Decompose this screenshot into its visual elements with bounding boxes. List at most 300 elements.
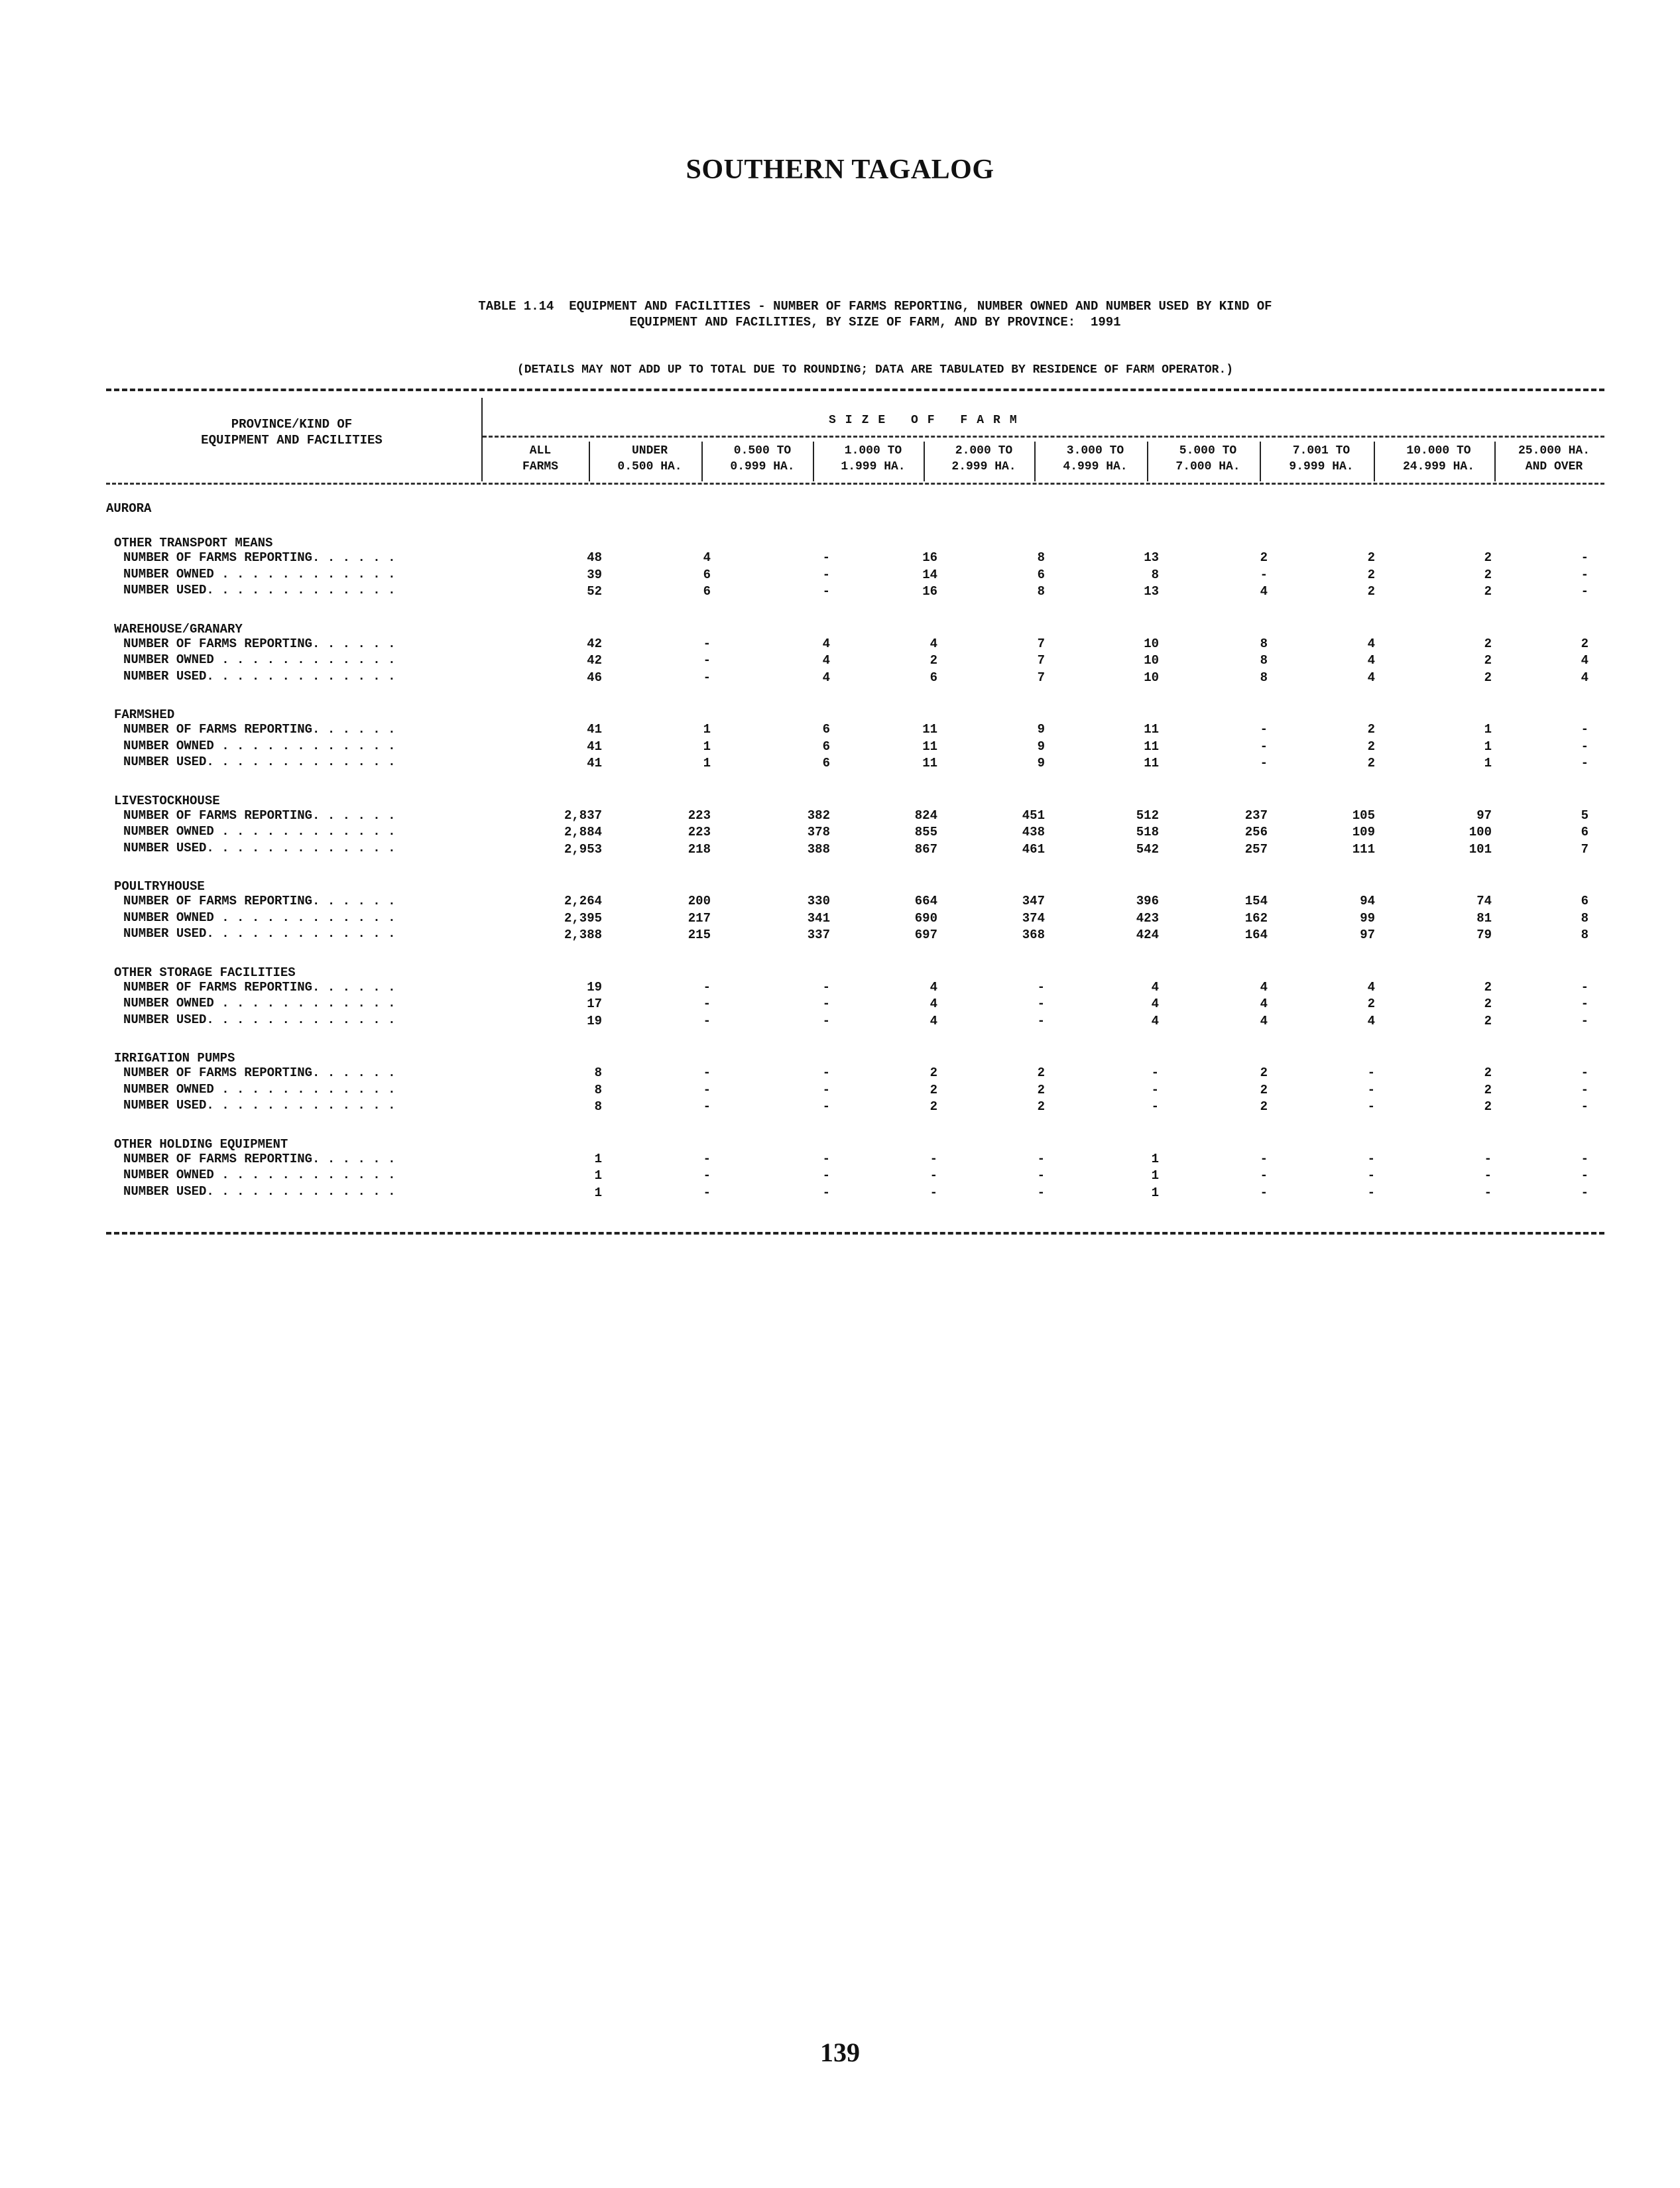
table-cell: 6 bbox=[1037, 567, 1045, 582]
stub-header bbox=[113, 416, 471, 448]
table-cell: - bbox=[1581, 997, 1589, 1011]
table-cell: 13 bbox=[1144, 584, 1159, 599]
column-header-line: 0.500 HA. bbox=[617, 460, 682, 473]
column-header-line: ALL bbox=[529, 444, 552, 457]
table-cell: 1 bbox=[1484, 722, 1492, 737]
table-cell: - bbox=[703, 979, 711, 995]
row-label: NUMBER OF FARMS REPORTING. . . . . . bbox=[123, 894, 396, 908]
column-header bbox=[595, 443, 704, 475]
group-title: POULTRYHOUSE bbox=[114, 879, 205, 894]
table-cell: - bbox=[1260, 1151, 1268, 1166]
table-cell: 2,264 bbox=[564, 894, 602, 908]
table-cell: 512 bbox=[1136, 808, 1159, 823]
table-cell: 2 bbox=[930, 1065, 937, 1080]
column-header-line: 1.999 HA. bbox=[841, 460, 906, 473]
table-cell: 8 bbox=[594, 1065, 602, 1080]
table-cell: - bbox=[822, 550, 830, 565]
table-cell: 855 bbox=[914, 825, 937, 839]
table-cell: 378 bbox=[807, 825, 830, 839]
stub-column-divider bbox=[481, 398, 483, 481]
table-cell: 4 bbox=[1367, 1013, 1375, 1028]
table-cell: 2 bbox=[1037, 1082, 1045, 1097]
table-cell: - bbox=[1037, 997, 1045, 1011]
table-cell: 664 bbox=[914, 894, 937, 908]
table-cell: 97 bbox=[1476, 808, 1492, 823]
table-cell: - bbox=[1581, 1065, 1589, 1080]
table-cell: - bbox=[1484, 1151, 1492, 1166]
table-cell: 11 bbox=[922, 756, 937, 770]
table-cell: 19 bbox=[587, 1013, 602, 1028]
table-cell: 4 bbox=[1367, 670, 1375, 685]
column-header-line: 4.999 HA. bbox=[1063, 460, 1128, 473]
table-cell: 162 bbox=[1244, 910, 1268, 926]
table-cell: 2 bbox=[1367, 567, 1375, 582]
table-cell: 4 bbox=[1260, 1013, 1268, 1028]
table-cell: 13 bbox=[1144, 550, 1159, 565]
column-header-line: 5.000 TO bbox=[1179, 444, 1237, 457]
table-cell: 11 bbox=[1144, 739, 1159, 754]
table-cell: 8 bbox=[1581, 928, 1589, 942]
table-cell: 1 bbox=[1151, 1151, 1159, 1166]
table-cell: 42 bbox=[587, 636, 602, 651]
table-cell: - bbox=[1037, 1151, 1045, 1166]
column-header bbox=[1266, 443, 1376, 475]
table-cell: 2 bbox=[1260, 1065, 1268, 1080]
column-header-line: 25.000 HA. bbox=[1518, 444, 1590, 457]
table-cell: 824 bbox=[914, 808, 937, 823]
table-cell: - bbox=[1484, 1168, 1492, 1183]
table-cell: 16 bbox=[922, 584, 937, 599]
table-cell: - bbox=[703, 1065, 711, 1080]
row-label: NUMBER OF FARMS REPORTING. . . . . . bbox=[123, 722, 396, 737]
table-cell: - bbox=[822, 1168, 830, 1183]
table-cell: 218 bbox=[688, 841, 711, 857]
column-header-line: FARMS bbox=[522, 460, 558, 473]
table-cell: - bbox=[1260, 1185, 1268, 1200]
column-header-line: 24.999 HA. bbox=[1402, 460, 1475, 473]
table-cell: 697 bbox=[914, 928, 937, 942]
table-cell: - bbox=[703, 1168, 711, 1183]
table-cell: 2 bbox=[1367, 722, 1375, 737]
table-cell: 4 bbox=[1151, 979, 1159, 995]
table-cell: 1 bbox=[594, 1151, 602, 1166]
table-cell: 8 bbox=[1151, 567, 1159, 582]
column-header-line: 1.000 TO bbox=[844, 444, 902, 457]
table-cell: - bbox=[930, 1151, 937, 1166]
column-header bbox=[1501, 443, 1607, 475]
table-cell: 215 bbox=[688, 928, 711, 942]
group-title: OTHER TRANSPORT MEANS bbox=[114, 536, 273, 550]
table-cell: - bbox=[1260, 567, 1268, 582]
table-cell: 19 bbox=[587, 979, 602, 995]
table-cell: 6 bbox=[703, 584, 711, 599]
column-header bbox=[1041, 443, 1150, 475]
table-cell: 2 bbox=[1367, 550, 1375, 565]
column-header-line: 10.000 TO bbox=[1406, 444, 1471, 457]
table-cell: 1 bbox=[1484, 739, 1492, 754]
table-cell: - bbox=[1581, 1168, 1589, 1183]
row-label: NUMBER USED. . . . . . . . . . . . . bbox=[123, 668, 396, 684]
table-cell: - bbox=[1367, 1185, 1375, 1200]
row-label: NUMBER OF FARMS REPORTING. . . . . . bbox=[123, 1065, 396, 1080]
column-header bbox=[930, 443, 1038, 475]
table-cell: 223 bbox=[688, 825, 711, 839]
row-label: NUMBER USED. . . . . . . . . . . . . bbox=[123, 583, 396, 597]
table-cell: 16 bbox=[922, 550, 937, 565]
table-cell: 867 bbox=[914, 841, 937, 857]
table-cell: 424 bbox=[1136, 928, 1159, 942]
table-cell: 6 bbox=[822, 756, 830, 770]
table-cell: 2 bbox=[1484, 550, 1492, 565]
table-cell: 438 bbox=[1022, 825, 1045, 839]
group-title: WAREHOUSE/GRANARY bbox=[114, 621, 243, 637]
table-cell: - bbox=[822, 1151, 830, 1166]
group-title: OTHER HOLDING EQUIPMENT bbox=[114, 1136, 288, 1152]
table-cell: - bbox=[703, 653, 711, 668]
row-label: NUMBER OWNED . . . . . . . . . . . . bbox=[123, 824, 396, 839]
table-cell: 4 bbox=[1367, 653, 1375, 668]
table-cell: 4 bbox=[930, 997, 937, 1011]
table-cell: 256 bbox=[1244, 825, 1268, 839]
table-cell: 9 bbox=[1037, 739, 1045, 754]
table-cell: 2 bbox=[1484, 653, 1492, 668]
table-cell: 2 bbox=[1367, 997, 1375, 1011]
table-cell: 2 bbox=[1484, 997, 1492, 1011]
table-cell: 1 bbox=[703, 739, 711, 754]
table-cell: 4 bbox=[1581, 670, 1589, 685]
table-cell: 41 bbox=[587, 739, 602, 754]
table-cell: 2 bbox=[1260, 1099, 1268, 1114]
table-cell: 97 bbox=[1360, 928, 1375, 942]
group-title: IRRIGATION PUMPS bbox=[114, 1051, 235, 1065]
table-cell: 6 bbox=[930, 670, 937, 685]
table-cell: 330 bbox=[807, 894, 830, 908]
table-cell: 8 bbox=[594, 1099, 602, 1114]
table-cell: 1 bbox=[703, 722, 711, 737]
table-cell: - bbox=[1484, 1185, 1492, 1200]
column-header bbox=[708, 443, 817, 475]
column-header-line: 0.999 HA. bbox=[730, 460, 795, 473]
table-cell: 10 bbox=[1144, 670, 1159, 685]
table-cell: 1 bbox=[594, 1185, 602, 1200]
table-cell: 2 bbox=[930, 1082, 937, 1097]
table-cell: 1 bbox=[1151, 1185, 1159, 1200]
table-cell: - bbox=[1151, 1065, 1159, 1080]
province-name: AURORA bbox=[106, 501, 152, 516]
table-cell: - bbox=[1037, 1013, 1045, 1028]
row-label: NUMBER OWNED . . . . . . . . . . . . bbox=[123, 910, 396, 925]
row-label: NUMBER OWNED . . . . . . . . . . . . bbox=[123, 996, 396, 1010]
table-cell: - bbox=[703, 636, 711, 651]
group-title: FARMSHED bbox=[114, 707, 175, 722]
table-cell: 223 bbox=[688, 808, 711, 823]
row-label: NUMBER OF FARMS REPORTING. . . . . . bbox=[123, 636, 396, 651]
table-cell: - bbox=[1037, 1185, 1045, 1200]
table-cell: 690 bbox=[914, 910, 937, 926]
column-header-line: UNDER bbox=[631, 444, 668, 457]
table-cell: 451 bbox=[1022, 808, 1045, 823]
table-cell: 41 bbox=[587, 722, 602, 737]
table-cell: 8 bbox=[1037, 584, 1045, 599]
table-cell: 1 bbox=[703, 756, 711, 770]
group-title: LIVESTOCKHOUSE bbox=[114, 793, 220, 808]
column-header-line: 0.500 TO bbox=[733, 444, 792, 457]
table-cell: - bbox=[703, 1082, 711, 1097]
table-cell: 5 bbox=[1581, 808, 1589, 823]
table-cell: 41 bbox=[587, 756, 602, 770]
table-cell: 11 bbox=[1144, 756, 1159, 770]
table-cell: - bbox=[703, 1013, 711, 1028]
table-cell: 7 bbox=[1581, 841, 1589, 857]
table-cell: 2 bbox=[1037, 1099, 1045, 1114]
table-cell: - bbox=[822, 567, 830, 582]
table-cell: 48 bbox=[587, 550, 602, 565]
table-cell: - bbox=[1581, 739, 1589, 754]
row-label: NUMBER OWNED . . . . . . . . . . . . bbox=[123, 738, 396, 753]
column-divider bbox=[1034, 442, 1036, 481]
table-cell: - bbox=[1581, 550, 1589, 565]
row-label: NUMBER OWNED . . . . . . . . . . . . bbox=[123, 566, 396, 581]
table-cell: 7 bbox=[1037, 670, 1045, 685]
table-cell: 2 bbox=[1484, 670, 1492, 685]
row-label: NUMBER OWNED . . . . . . . . . . . . bbox=[123, 1168, 396, 1182]
column-header bbox=[491, 443, 590, 475]
table-cell: 101 bbox=[1469, 841, 1492, 857]
column-header-line: 3.000 TO bbox=[1066, 444, 1124, 457]
table-cell: - bbox=[1581, 567, 1589, 582]
table-cell: - bbox=[1260, 1168, 1268, 1183]
table-cell: - bbox=[1037, 979, 1045, 995]
table-cell: 11 bbox=[922, 739, 937, 754]
table-cell: 4 bbox=[703, 550, 711, 565]
table-cell: - bbox=[703, 1099, 711, 1114]
table-cell: 2 bbox=[930, 653, 937, 668]
table-cell: 99 bbox=[1360, 910, 1375, 926]
row-label: NUMBER OWNED . . . . . . . . . . . . bbox=[123, 1081, 396, 1097]
table-cell: - bbox=[1260, 722, 1268, 737]
table-cell: 4 bbox=[1151, 997, 1159, 1011]
column-header bbox=[1380, 443, 1497, 475]
column-divider bbox=[1147, 442, 1148, 481]
column-header-line: 7.001 TO bbox=[1292, 444, 1350, 457]
table-cell: 4 bbox=[822, 636, 830, 651]
table-cell: 4 bbox=[930, 1013, 937, 1028]
table-cell: - bbox=[1260, 756, 1268, 770]
table-cell: - bbox=[822, 1082, 830, 1097]
table-cell: 2 bbox=[1367, 756, 1375, 770]
stub-header-line-1: PROVINCE/KIND OF bbox=[231, 417, 353, 432]
table-cell: - bbox=[822, 997, 830, 1011]
table-cell: 6 bbox=[1581, 825, 1589, 839]
table-cell: 368 bbox=[1022, 928, 1045, 942]
table-cell: - bbox=[822, 1013, 830, 1028]
table-cell: 14 bbox=[922, 567, 937, 582]
table-cell: - bbox=[703, 997, 711, 1011]
table-cell: 2 bbox=[1260, 550, 1268, 565]
table-cell: 2 bbox=[1367, 739, 1375, 754]
table-rule-bottom bbox=[106, 1232, 1604, 1235]
table-cell: - bbox=[1581, 1099, 1589, 1114]
table-cell: - bbox=[1367, 1082, 1375, 1097]
table-cell: 6 bbox=[822, 722, 830, 737]
table-cell: 4 bbox=[1260, 997, 1268, 1011]
table-cell: - bbox=[1581, 1082, 1589, 1097]
table-cell: 382 bbox=[807, 808, 830, 823]
table-cell: 257 bbox=[1244, 841, 1268, 857]
table-cell: - bbox=[703, 1151, 711, 1166]
column-divider bbox=[1494, 442, 1496, 481]
table-cell: - bbox=[822, 1065, 830, 1080]
caption-line-1: TABLE 1.14 EQUIPMENT AND FACILITIES - NUMBER OF FARMS REPORTING, NUMBER OWNED AND NUMBER USED BY KIND OF bbox=[478, 299, 1272, 314]
table-cell: 2,388 bbox=[564, 928, 602, 942]
column-header-line: AND OVER bbox=[1525, 460, 1583, 473]
row-label: NUMBER USED. . . . . . . . . . . . . bbox=[123, 926, 396, 941]
table-cell: - bbox=[1367, 1065, 1375, 1080]
table-cell: 2 bbox=[1484, 1013, 1492, 1028]
table-cell: - bbox=[1151, 1082, 1159, 1097]
row-label: NUMBER OF FARMS REPORTING. . . . . . bbox=[123, 550, 396, 565]
table-cell: 396 bbox=[1136, 894, 1159, 908]
table-cell: - bbox=[1367, 1099, 1375, 1114]
row-label: NUMBER USED. . . . . . . . . . . . . bbox=[123, 1012, 396, 1027]
table-cell: 200 bbox=[688, 894, 711, 908]
table-cell: 11 bbox=[1144, 722, 1159, 737]
stub-header-line-2: EQUIPMENT AND FACILITIES bbox=[201, 433, 383, 448]
column-divider bbox=[813, 442, 814, 481]
table-cell: 10 bbox=[1144, 653, 1159, 668]
table-rule-header bbox=[106, 483, 1604, 485]
row-label: NUMBER USED. . . . . . . . . . . . . bbox=[123, 840, 396, 855]
table-cell: 2 bbox=[930, 1099, 937, 1114]
table-cell: 39 bbox=[587, 567, 602, 582]
table-cell: 2 bbox=[1367, 584, 1375, 599]
table-cell: - bbox=[1581, 1185, 1589, 1200]
table-cell: 388 bbox=[807, 841, 830, 857]
table-cell: 6 bbox=[703, 567, 711, 582]
table-cell: 2 bbox=[1484, 636, 1492, 651]
row-label: NUMBER USED. . . . . . . . . . . . . bbox=[123, 755, 396, 769]
table-cell: 2 bbox=[1260, 1082, 1268, 1097]
table-cell: 109 bbox=[1352, 825, 1375, 839]
table-cell: - bbox=[1581, 722, 1589, 737]
table-cell: 2 bbox=[1484, 1082, 1492, 1097]
table-cell: - bbox=[930, 1185, 937, 1200]
table-cell: 461 bbox=[1022, 841, 1045, 857]
table-cell: 10 bbox=[1144, 636, 1159, 651]
table-cell: 2,884 bbox=[564, 825, 602, 839]
table-cell: 4 bbox=[1367, 979, 1375, 995]
table-cell: - bbox=[822, 1099, 830, 1114]
table-cell: - bbox=[1260, 739, 1268, 754]
table-cell: 518 bbox=[1136, 825, 1159, 839]
column-header bbox=[819, 443, 927, 475]
group-title: OTHER STORAGE FACILITIES bbox=[114, 965, 296, 980]
table-cell: 79 bbox=[1476, 928, 1492, 942]
row-label: NUMBER OWNED . . . . . . . . . . . . bbox=[123, 652, 396, 667]
table-cell: 81 bbox=[1476, 910, 1492, 926]
table-cell: 4 bbox=[1260, 584, 1268, 599]
table-cell: 46 bbox=[587, 670, 602, 685]
column-divider bbox=[589, 442, 590, 481]
table-cell: 111 bbox=[1352, 841, 1375, 857]
table-cell: - bbox=[703, 1185, 711, 1200]
size-header-rule bbox=[483, 436, 1604, 438]
table-cell: 2,953 bbox=[564, 841, 602, 857]
page-number: 139 bbox=[820, 2037, 860, 2067]
table-cell: - bbox=[703, 670, 711, 685]
table-cell: 105 bbox=[1352, 808, 1375, 823]
table-cell: 8 bbox=[1260, 670, 1268, 685]
table-cell: 347 bbox=[1022, 894, 1045, 908]
column-header-line: 9.999 HA. bbox=[1289, 460, 1354, 473]
table-cell: 2,395 bbox=[564, 910, 602, 926]
table-cell: 2 bbox=[1037, 1065, 1045, 1080]
column-header bbox=[1154, 443, 1262, 475]
table-cell: - bbox=[822, 584, 830, 599]
table-cell: 341 bbox=[807, 910, 830, 926]
table-caption bbox=[325, 298, 1425, 330]
table-cell: 42 bbox=[587, 653, 602, 668]
table-cell: 4 bbox=[822, 670, 830, 685]
table-cell: - bbox=[1151, 1099, 1159, 1114]
table-cell: 217 bbox=[688, 910, 711, 926]
table-cell: 4 bbox=[930, 979, 937, 995]
column-header-line: 2.000 TO bbox=[955, 444, 1013, 457]
row-label: NUMBER OF FARMS REPORTING. . . . . . bbox=[123, 979, 396, 995]
column-header-line: 2.999 HA. bbox=[951, 460, 1016, 473]
table-cell: 94 bbox=[1360, 894, 1375, 908]
table-cell: 11 bbox=[922, 722, 937, 737]
table-cell: 52 bbox=[587, 584, 602, 599]
table-cell: 374 bbox=[1022, 910, 1045, 926]
table-cell: 7 bbox=[1037, 653, 1045, 668]
table-cell: - bbox=[1581, 1151, 1589, 1166]
table-cell: 100 bbox=[1469, 825, 1492, 839]
size-of-farm-header: SIZE OF FARM bbox=[829, 414, 1026, 427]
table-cell: - bbox=[1367, 1151, 1375, 1166]
table-cell: - bbox=[822, 1185, 830, 1200]
table-cell: - bbox=[1581, 584, 1589, 599]
table-cell: 7 bbox=[1037, 636, 1045, 651]
table-cell: 6 bbox=[1581, 894, 1589, 908]
table-cell: - bbox=[1581, 756, 1589, 770]
table-cell: 2,837 bbox=[564, 808, 602, 823]
table-cell: 9 bbox=[1037, 756, 1045, 770]
table-cell: 2 bbox=[1484, 979, 1492, 995]
table-cell: 6 bbox=[822, 739, 830, 754]
table-cell: 337 bbox=[807, 928, 830, 942]
column-divider bbox=[1260, 442, 1261, 481]
column-divider bbox=[1374, 442, 1375, 481]
table-cell: 2 bbox=[1484, 1099, 1492, 1114]
column-divider bbox=[924, 442, 925, 481]
table-cell: 17 bbox=[587, 997, 602, 1011]
table-cell: 4 bbox=[1367, 636, 1375, 651]
table-cell: 8 bbox=[1581, 910, 1589, 926]
table-cell: 423 bbox=[1136, 910, 1159, 926]
row-label: NUMBER USED. . . . . . . . . . . . . bbox=[123, 1098, 396, 1113]
table-cell: 4 bbox=[822, 653, 830, 668]
row-label: NUMBER OF FARMS REPORTING. . . . . . bbox=[123, 808, 396, 823]
table-rule-top bbox=[106, 389, 1604, 391]
column-divider bbox=[701, 442, 703, 481]
table-cell: - bbox=[1581, 979, 1589, 995]
table-note: (DETAILS MAY NOT ADD UP TO TOTAL DUE TO ROUNDING; DATA ARE TABULATED BY RESIDENCE OF FARM OPERATOR.) bbox=[516, 363, 1234, 377]
caption-line-2: EQUIPMENT AND FACILITIES, BY SIZE OF FARM, AND BY PROVINCE: 1991 bbox=[629, 315, 1121, 330]
table-cell: 2 bbox=[1484, 567, 1492, 582]
table-cell: 2 bbox=[1484, 584, 1492, 599]
table-cell: - bbox=[822, 979, 830, 995]
